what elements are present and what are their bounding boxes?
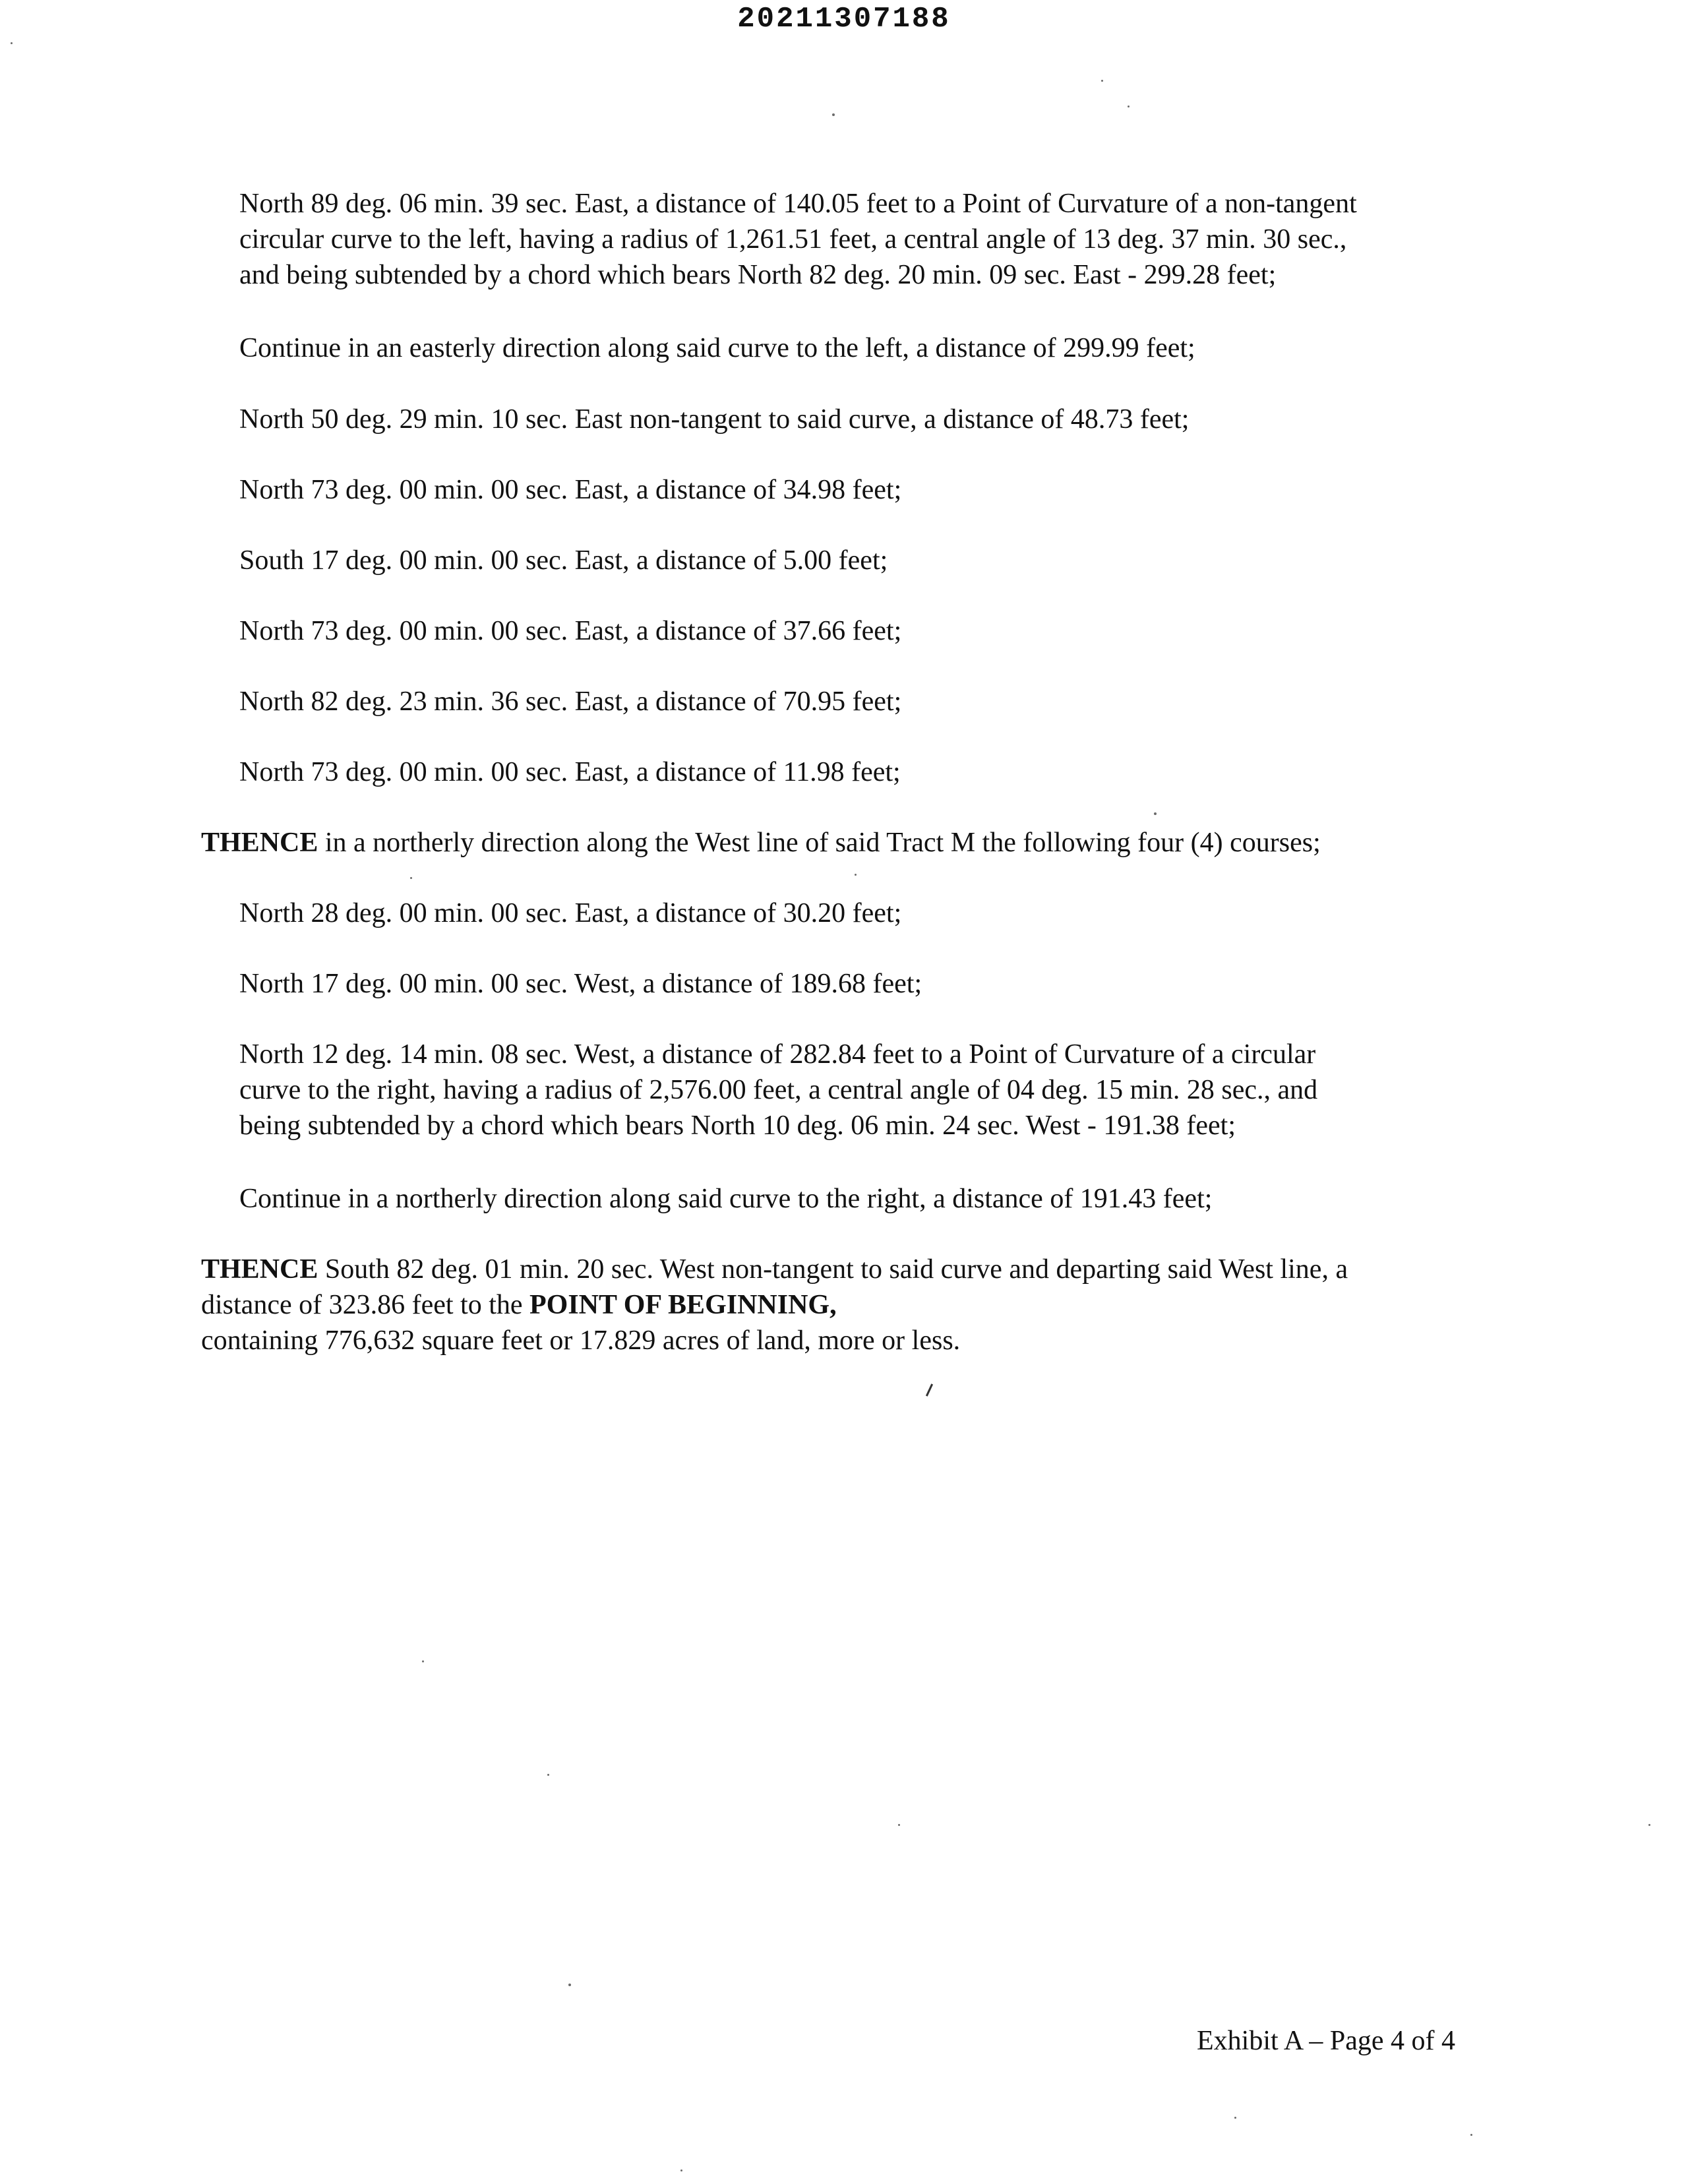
thence-keyword: THENCE [201, 828, 318, 858]
scan-speck [832, 113, 835, 116]
course-paragraph: South 17 deg. 00 min. 00 sec. East, a distance of 5.00 feet; [239, 545, 888, 576]
course-paragraph: North 73 deg. 00 min. 00 sec. East, a distance of 11.98 feet; [239, 757, 901, 787]
scan-speck [1470, 2134, 1472, 2136]
course-paragraph: North 89 deg. 06 min. 39 sec. East, a distance of 140.05 feet to a Point of Curvature of a non-tangent circular curve to the left, having a radius of 1,261.51 feet, a central angle of 13 deg. 37 min. 30 sec., and being subtended by a chord which bears North 82 deg. 20 min. 09 sec. East - 299.28 feet; [239, 189, 1357, 290]
scan-speck [1154, 812, 1157, 815]
scan-speck [1128, 106, 1130, 107]
course-paragraph: North 82 deg. 23 min. 36 sec. East, a distance of 70.95 feet; [239, 686, 902, 717]
thence-text: in a northerly direction along the West line of said Tract M the following four (4) courses; [318, 828, 1321, 858]
scan-speck [680, 2169, 682, 2171]
course-paragraph: North 73 deg. 00 min. 00 sec. East, a distance of 34.98 feet; [239, 475, 902, 505]
course-paragraph: North 28 deg. 00 min. 00 sec. East, a distance of 30.20 feet; [239, 898, 902, 928]
course-paragraph: Continue in an easterly direction along said curve to the left, a distance of 299.99 feet; [239, 333, 1195, 363]
scan-speck [855, 874, 857, 876]
closing-paragraph [201, 1252, 1493, 1323]
thence-paragraph [201, 825, 1493, 861]
scan-speck [1101, 80, 1103, 82]
scan-speck [898, 1824, 900, 1826]
scan-speck [11, 42, 13, 44]
scan-speck [547, 1774, 549, 1776]
course-paragraph: North 50 deg. 29 min. 10 sec. East non-tangent to said curve, a distance of 48.73 feet; [239, 404, 1190, 435]
course-paragraph: Continue in a northerly direction along said curve to the right, a distance of 191.43 feet; [239, 1184, 1213, 1214]
point-of-beginning: POINT OF BEGINNING, [529, 1290, 837, 1320]
course-paragraph: North 17 deg. 00 min. 00 sec. West, a distance of 189.68 feet; [239, 969, 922, 999]
thence-keyword: THENCE [201, 1254, 318, 1285]
closing-text: South 82 deg. 01 min. 20 sec. West non-tangent to said curve and departing said West line, a distance of 323.86 feet to the [201, 1254, 1348, 1320]
scan-mark [926, 1383, 933, 1396]
course-paragraph: North 12 deg. 14 min. 08 sec. West, a distance of 282.84 feet to a Point of Curvature of a circular curve to the right, having a radius of 2,576.00 feet, a central angle of 04 deg. 15 min. 28 sec., and being subtended by a chord which bears North 10 deg. 06 min. 24 sec. West - 191.38 feet; [239, 1039, 1318, 1141]
scan-speck [1234, 2117, 1236, 2119]
course-paragraph: North 73 deg. 00 min. 00 sec. East, a distance of 37.66 feet; [239, 616, 902, 646]
document-number: 20211307188 [737, 3, 951, 36]
area-statement: containing 776,632 square feet or 17.829 acres of land, more or less. [201, 1325, 961, 1356]
scan-speck [410, 877, 412, 879]
scan-speck [568, 1984, 571, 1986]
scan-speck [1648, 1824, 1650, 1826]
page-footer: Exhibit A – Page 4 of 4 [1197, 2026, 1455, 2056]
scan-speck [422, 1660, 424, 1662]
